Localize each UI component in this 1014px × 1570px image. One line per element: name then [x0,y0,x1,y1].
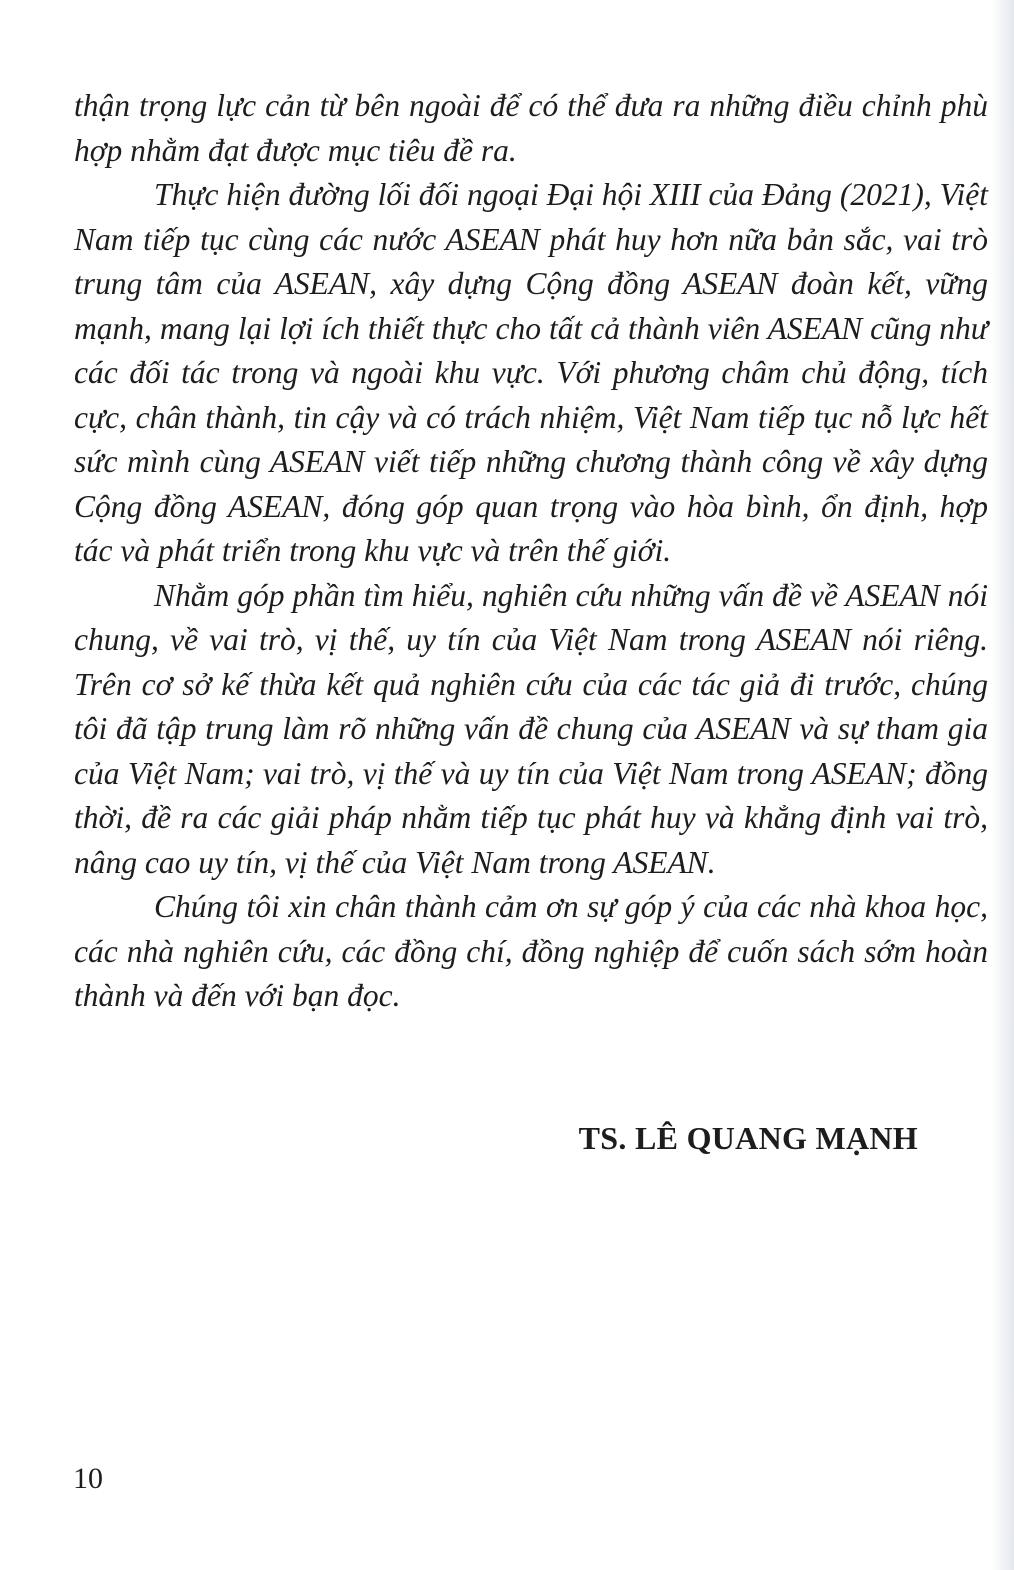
author-signature: TS. LÊ QUANG MẠNH [578,1120,918,1156]
body-text [74,84,988,1019]
paragraph-research-purpose: Nhằm góp phần tìm hiểu, nghiên cứu những vấn đề về ASEAN nói chung, về vai trò, vị thế, uy tín của Việt Nam trong ASEAN nói riêng. Trên cơ sở kế thừa kết quả nghiên cứu của các tác giả đi trước, chúng tôi đã tập trung làm rõ những vấn đề chung của ASEAN và sự tham gia của Việt Nam; vai trò, vị thế và uy tín của Việt Nam trong ASEAN; đồng thời, đề ra các giải pháp nhằm tiếp tục phát huy và khẳng định vai trò, nâng cao uy tín, vị thế của Việt Nam trong ASEAN. [74,577,988,880]
paragraph-acknowledgement: Chúng tôi xin chân thành cảm ơn sự góp ý của các nhà khoa học, các nhà nghiên cứu, các đồng chí, đồng nghiệp để cuốn sách sớm hoàn thành và đến với bạn đọc. [74,889,988,1013]
paragraph-foreign-policy: Thực hiện đường lối đối ngoại Đại hội XIII của Đảng (2021), Việt Nam tiếp tục cùng các nước ASEAN phát huy hơn nữa bản sắc, vai trò trung tâm của ASEAN, xây dựng Cộng đồng ASEAN đoàn kết, vững mạnh, mang lại lợi ích thiết thực cho tất cả thành viên ASEAN cũng như các đối tác trong và ngoài khu vực. Với phương châm chủ động, tích cực, chân thành, tin cậy và có trách nhiệm, Việt Nam tiếp tục nỗ lực hết sức mình cùng ASEAN viết tiếp những chương thành công về xây dựng Cộng đồng ASEAN, đóng góp quan trọng vào hòa bình, ổn định, hợp tác và phát triển trong khu vực và trên thế giới. [74,177,988,568]
page-number: 10 [73,1462,103,1495]
paragraph-continuation: thận trọng lực cản từ bên ngoài để có thể đưa ra những điều chỉnh phù hợp nhằm đạt được mục tiêu đề ra. [74,88,988,168]
page-edge-shadow [992,0,1014,1570]
